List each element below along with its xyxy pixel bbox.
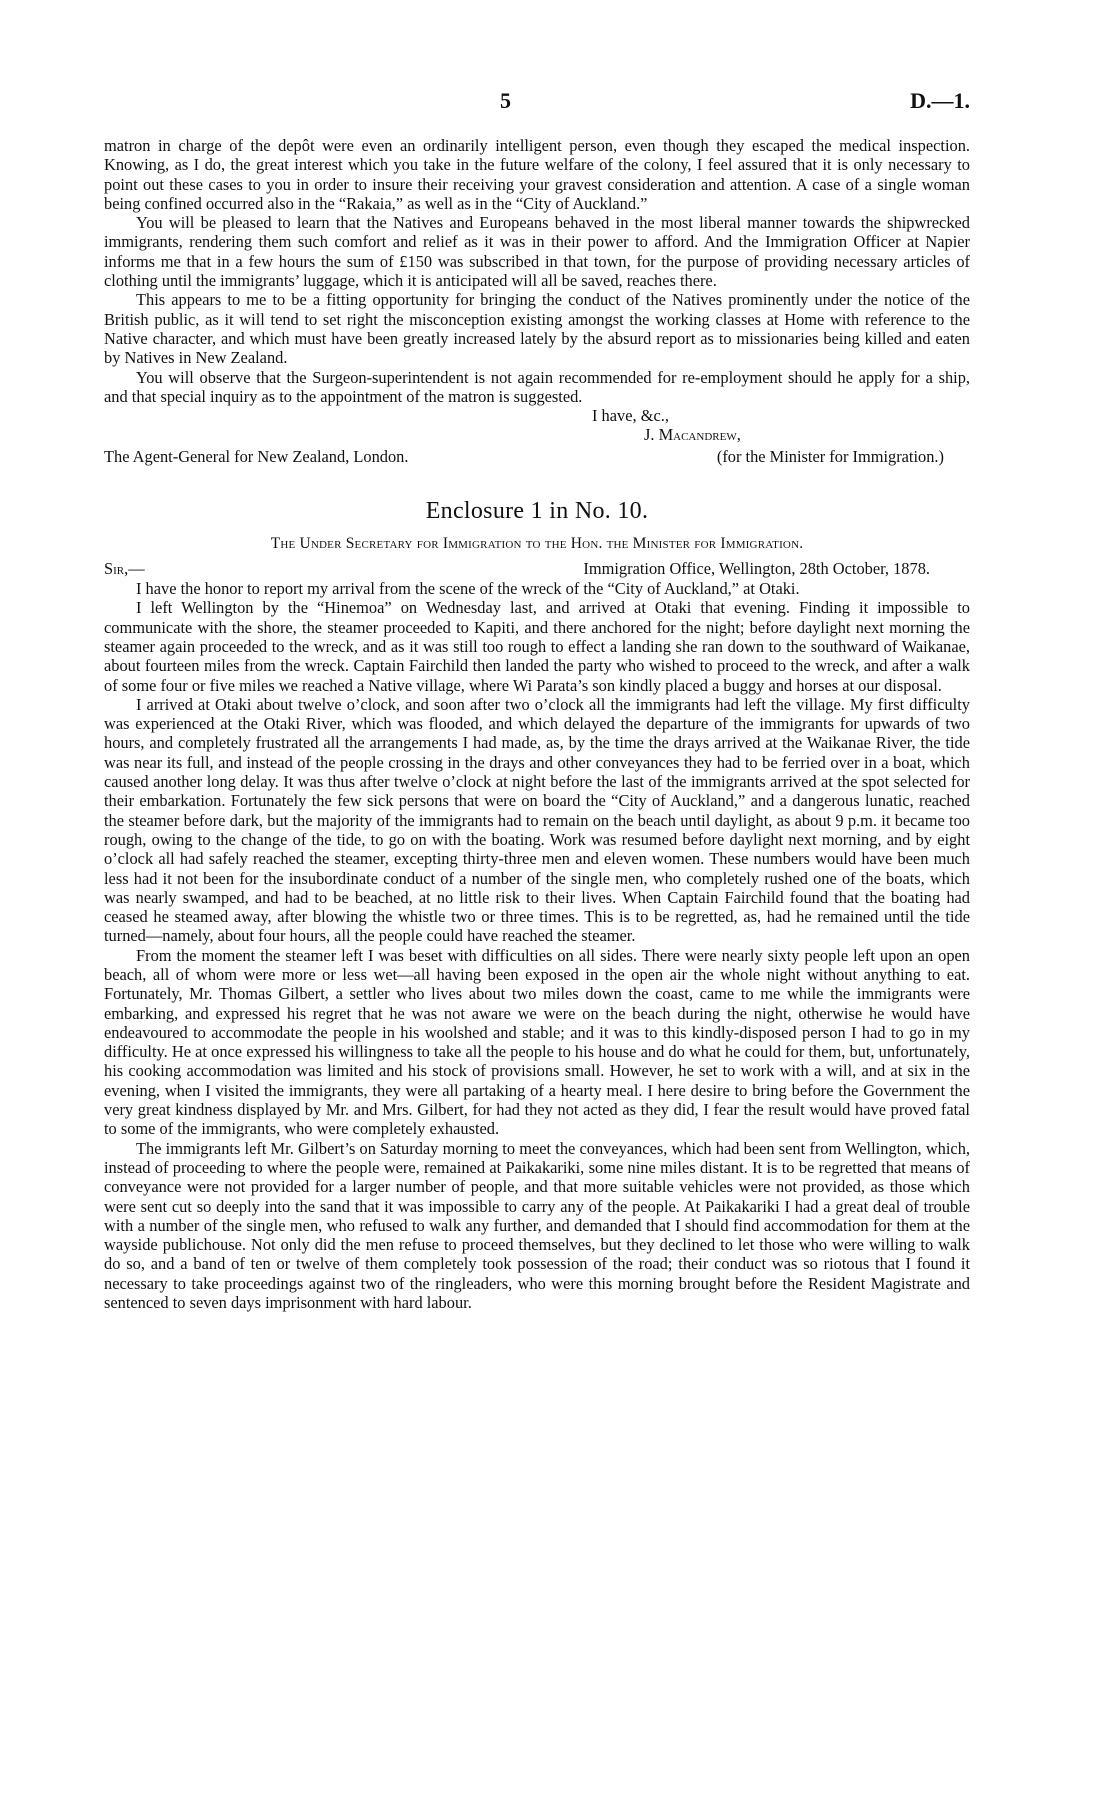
- enclosure-heading: Enclosure 1 in No. 10.: [425, 498, 649, 525]
- enclosure-subheading: The Under Secretary for Immigration to the Hon. the Minister for Immigration.: [270, 535, 804, 553]
- signature: J. Macandrew,: [644, 425, 741, 445]
- addressee: The Agent-General for New Zealand, London.: [104, 446, 409, 466]
- closing-phrase: I have, &c.,: [592, 406, 669, 426]
- letter-body: [104, 136, 970, 406]
- letter-paragraph: This appears to me to be a fitting opportunity for bringing the conduct of the Natives prominently under the notice of the British public, as it will tend to set right the misconception existing amongst the working classes at Home with reference to the Native character, and which must have been greatly increased lately by the absurd report as to missionaries being killed and eaten by Natives in New Zealand.: [104, 290, 970, 368]
- signature-row: [104, 447, 970, 466]
- letter-paragraph: You will observe that the Surgeon-superintendent is not again recommended for re-employment should he apply for a ship, and that special inquiry as to the appointment of the matron is suggested.: [104, 367, 970, 406]
- enclosure-paragraph: The immigrants left Mr. Gilbert’s on Saturday morning to meet the conveyances, which had been sent from Wellington, which, instead of proceeding to where the people were, remained at Paikakariki, some nine miles distant. It is to be regretted that means of conveyance were not provided for a larger number of people, and that more suitable vehicles were not provided, as those which were sent cut so deeply into the sand that it was impossible to carry any of the people. At Paikakariki I had a great deal of trouble with a number of the single men, who refused to walk any further, and demanded that I should find accommodation for them at the wayside publichouse. Not only did the men refuse to proceed themselves, but they declined to let those who were willing to walk do so, and a band of ten or twelve of them completely took possession of the road; their conduct was so riotous that I found it necessary to take proceedings against two of the ringleaders, who were this morning brought before the Resident Magistrate and sentenced to seven days imprisonment with hard labour.: [104, 1138, 970, 1313]
- letter-paragraph: You will be pleased to learn that the Natives and Europeans behaved in the most liberal manner towards the shipwrecked immigrants, rendering them such comfort and relief as it was in their power to afford. And the Immigration Officer at Napier informs me that in a few hours the sum of £150 was subscribed in that town, for the purpose of providing necessary articles of clothing until the immigrants’ luggage, which it is anticipated will all be saved, reaches there.: [104, 213, 970, 291]
- signature-title: (for the Minister for Immigration.): [716, 446, 944, 466]
- enclosure-paragraph: I left Wellington by the “Hinemoa” on Wednesday last, and arrived at Otaki that evening. Finding it impossible to communicate with the shore, the steamer proceeded to Kapiti, and there anchored for the night; before daylight next morning the steamer again proceeded to the wreck, and as it was still too rough to effect a landing she ran down to the southward of Waikanae, about fourteen miles from the wreck. Captain Fairchild then landed the party who wished to proceed to the wreck, and after a walk of some four or five miles we reached a Native village, where Wi Parata’s son kindly placed a buggy and horses at our disposal.: [104, 598, 970, 695]
- enclosure-body: [104, 579, 970, 1312]
- salutation-row: [104, 559, 970, 579]
- letter-paragraph: matron in charge of the depôt were even an ordinarily intelligent person, even though they escaped the medical inspection. Knowing, as I do, the great interest which you take in the future welfare of the colony, I feel assured that it is only necessary to point out these cases to you in order to insure their receiving your gravest consideration and attention. A case of a single woman being confined occurred also in the “Rakaia,” as well as in the “City of Auckland.”: [104, 136, 970, 213]
- enclosure-paragraph: From the moment the steamer left I was beset with difficulties on all sides. There were nearly sixty people left upon an open beach, all of whom were more or less wet—all having been exposed in the open air the whole night without anything to eat. Fortunately, Mr. Thomas Gilbert, a settler who lives about two miles down the coast, came to me while the immigrants were embarking, and expressed his regret that he was not aware we were on the beach during the night, otherwise he would have endeavoured to accommodate the people in his woolshed and stable; and it was to this kindly-disposed person I had to go in my difficulty. He at once expressed his willingness to take all the people to his house and do what he could for them, but, unfortunately, his cooking accommodation was limited and his stock of provisions small. However, he set to work with a will, and at six in the evening, when I visited the immigrants, they were all partaking of a hearty meal. I here desire to bring before the Government the very great kindness displayed by Mr. and Mrs. Gilbert, for had they not acted as they did, I fear the result would have proved fatal to some of the immigrants, who were completely exhausted.: [104, 945, 970, 1139]
- dateline: Immigration Office, Wellington, 28th October, 1878.: [583, 559, 930, 579]
- document-reference: D.—1.: [910, 88, 970, 113]
- enclosure-paragraph: I have the honor to report my arrival from the scene of the wreck of the “City of Auckland,” at Otaki.: [136, 579, 800, 599]
- page-number: 5: [500, 88, 511, 113]
- salutation: Sir,—: [104, 559, 145, 579]
- page-header: [104, 88, 970, 136]
- enclosure-paragraph: I arrived at Otaki about twelve o’clock, and soon after two o’clock all the immigrants had left the village. My first difficulty was experienced at the Otaki River, which was flooded, and which delayed the departure of the immigrants for upwards of two hours, and completely frustrated all the arrangements I had made, as, by the time the drays arrived at the Waikanae River, the tide was near its full, and instead of the people crossing in the drays and other conveyances they had to be ferried over in a boat, which caused another long delay. It was thus after twelve o’clock at night before the last of the immigrants arrived at the spot selected for their embarkation. Fortunately the few sick persons that were on board the “City of Auckland,” and a dangerous lunatic, reached the steamer before dark, but the majority of the immigrants had to remain on the beach until daylight, as about 9 p.m. it became too rough, owing to the change of the tide, to go on with the boating. Work was resumed before daylight next morning, and by eight o’clock all had safely reached the steamer, excepting thirty-three men and eleven women. These numbers would have been much less had it not been for the insubordinate conduct of a number of the single men, who completely rushed one of the boats, which was nearly swamped, and had to be beached, at no little risk to their lives. When Captain Fairchild found that the boating had ceased he steamed away, after blowing the whistle two or three times. This is to be regretted, as, had he remained until the tide turned—namely, about four hours, all the people could have reached the steamer.: [104, 694, 970, 946]
- letter-closing: [104, 406, 970, 466]
